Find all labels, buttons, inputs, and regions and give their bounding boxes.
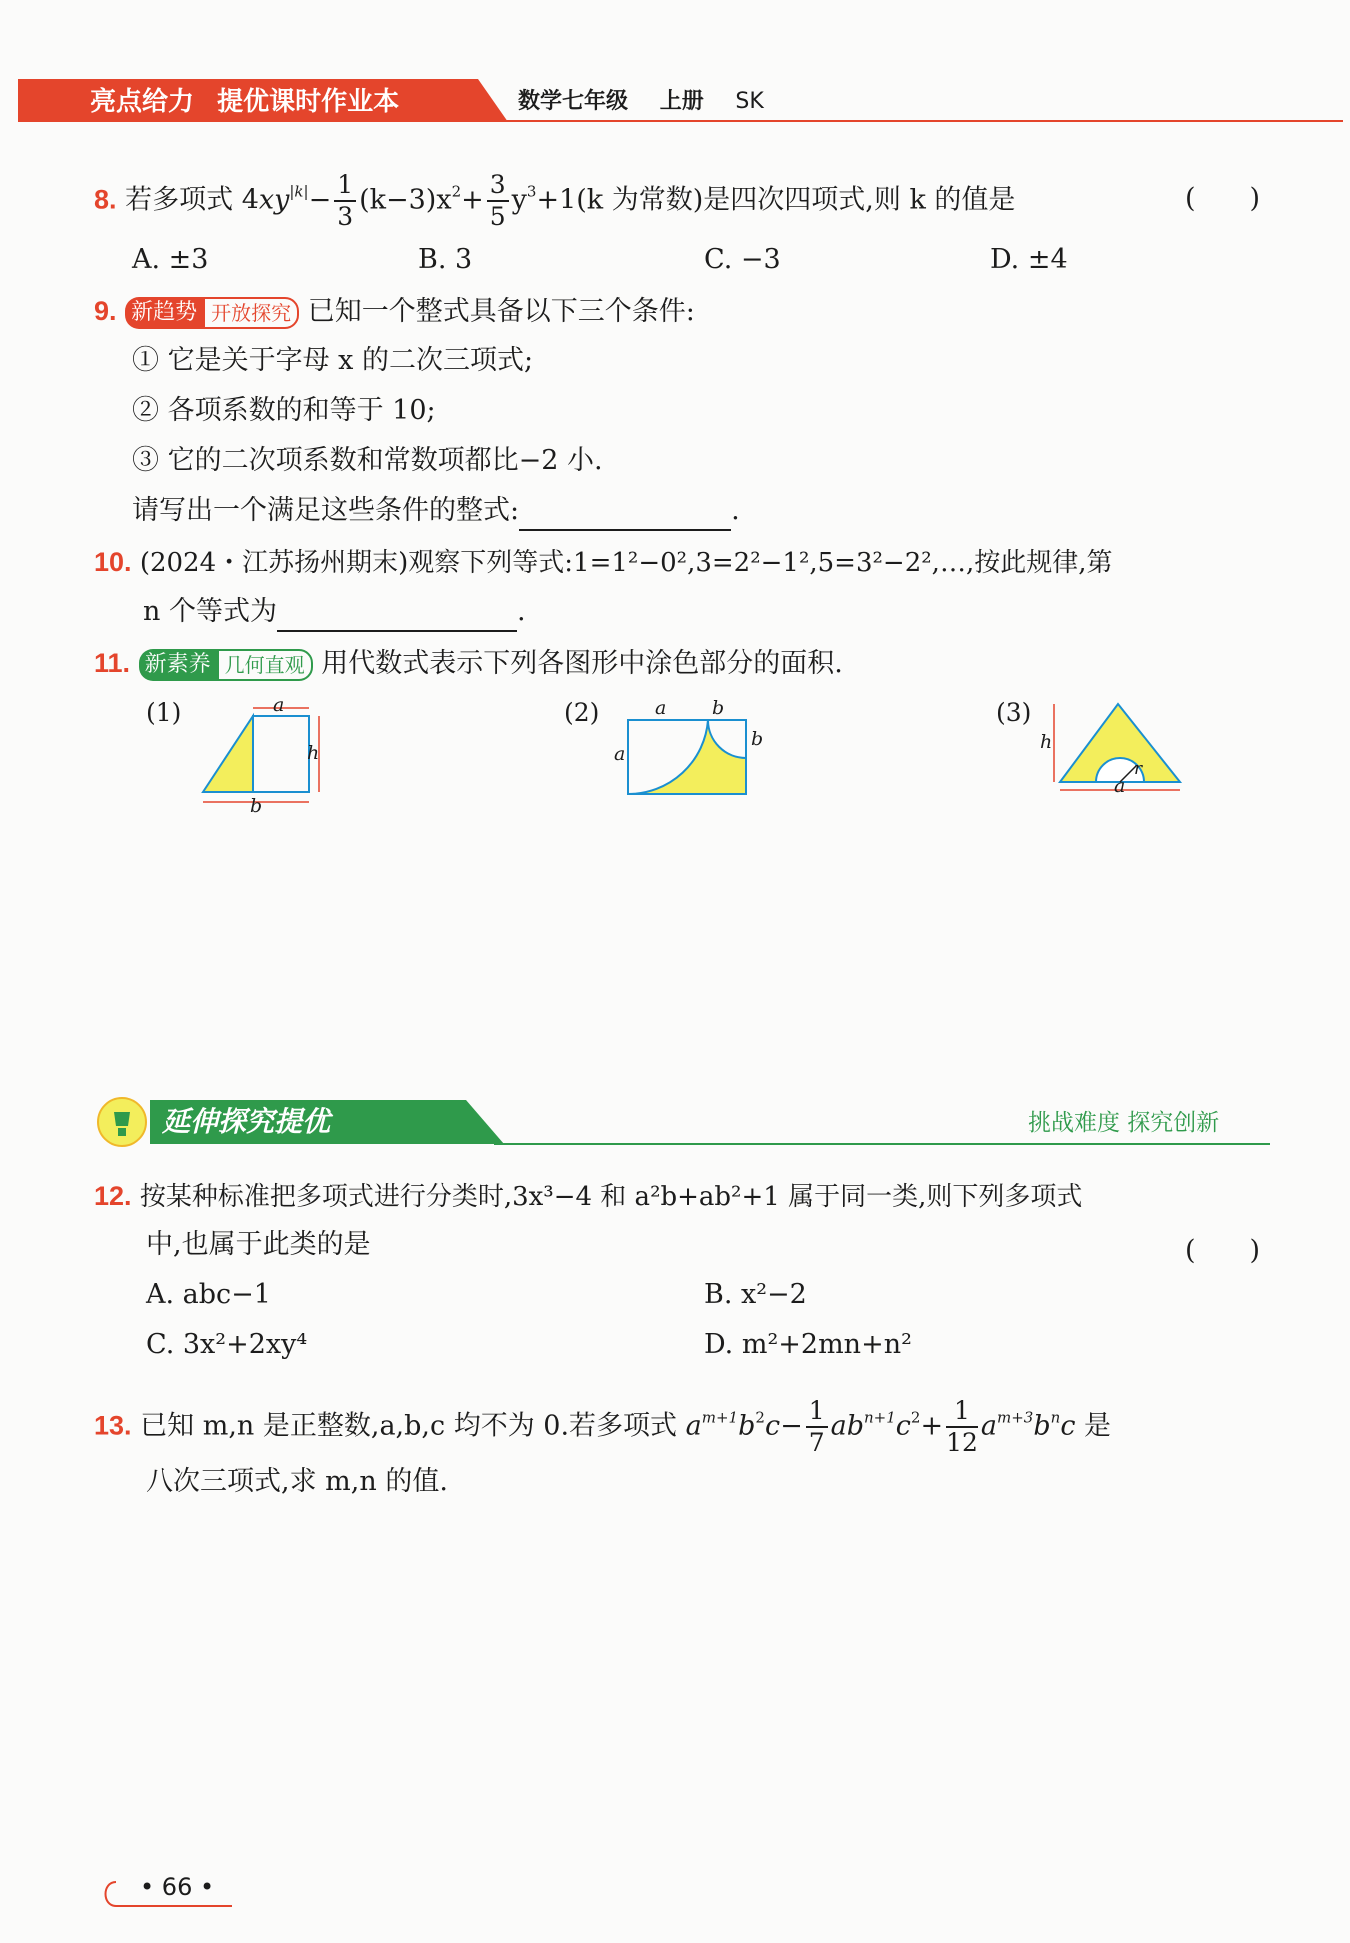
q8-stem-a: 若多项式 4 xyxy=(125,184,259,216)
q12-line1: 按某种标准把多项式进行分类时,3x³−4 和 a²b+ab²+1 属于同一类,则下列多项式 xyxy=(139,1182,1083,1212)
fraction-3-5: $\frac{3}{5}$ xyxy=(487,170,509,232)
mark-h: h xyxy=(1040,731,1053,753)
option-a[interactable]: A. ±3 xyxy=(132,244,209,275)
answer-blank[interactable] xyxy=(519,497,731,531)
header-subject: 数学七年级 xyxy=(518,89,629,114)
page-number-value: 66 xyxy=(161,1873,193,1901)
option-a[interactable]: A. abc−1 xyxy=(146,1279,271,1310)
question-11 xyxy=(94,643,843,684)
mark-a: a xyxy=(1114,775,1126,797)
answer-blank[interactable] xyxy=(277,598,517,632)
tag-new-literacy: 新素养 xyxy=(139,649,217,681)
mark-r: r xyxy=(1134,759,1143,779)
q13-stem: 已知 m,n 是正整数,a,b,c 均不为 0.若多项式 xyxy=(140,1410,678,1442)
question-9 xyxy=(94,291,695,332)
question-12 xyxy=(94,1176,1082,1217)
figure-3 xyxy=(1042,696,1192,796)
mark-a-side: a xyxy=(614,743,626,765)
answer-paren[interactable]: ( ) xyxy=(1185,183,1261,214)
q8-stem-d: +1(k 为常数)是四次四项式,则 k 的值是 xyxy=(536,184,1016,216)
q13-line2: 八次三项式,求 m,n 的值. xyxy=(146,1466,448,1497)
question-number: 11. xyxy=(94,648,131,678)
mark-a: a xyxy=(273,694,285,716)
figure-1 xyxy=(195,694,335,818)
q9-stem: 已知一个整式具备以下三个条件: xyxy=(307,296,695,327)
option-d[interactable]: D. m²+2mn+n² xyxy=(704,1329,912,1360)
page-number: • 66 • xyxy=(140,1873,215,1901)
header-volume: 上册 xyxy=(659,89,704,114)
figure-1-label: (1) xyxy=(146,698,182,727)
section-subtitle: 挑战难度 探究创新 xyxy=(1028,1110,1220,1136)
q10-line2-row: n 个等式为 . xyxy=(143,592,526,632)
header-meta xyxy=(518,84,764,120)
question-13: 13. 已知 m,n 是正整数,a,b,c 均不为 0.若多项式 $a^{m+1}b^2c-$ $\frac{1}{7}$ $ab^{n+1}c^2+$ $\frac{1}{12}$ $a^{m+3}b^nc$ 是 xyxy=(94,1396,1112,1457)
option-c[interactable]: C. −3 xyxy=(704,244,781,275)
condition-2: ② 各项系数的和等于 10; xyxy=(132,395,436,426)
q12-line2: 中,也属于此类的是 xyxy=(146,1229,371,1260)
section-title: 延伸探究提优 xyxy=(162,1105,331,1138)
figure-2 xyxy=(610,696,764,806)
figure-3-label: (3) xyxy=(996,698,1032,727)
question-number: 9. xyxy=(94,296,117,326)
q9-prompt-line: 请写出一个满足这些条件的整式: . xyxy=(132,491,740,531)
tag-geometric-intuition: 几何直观 xyxy=(217,649,313,681)
option-b[interactable]: B. 3 xyxy=(418,244,473,275)
condition-3: ③ 它的二次项系数和常数项都比−2 小. xyxy=(132,445,603,476)
q13-stem-end: 是 xyxy=(1084,1410,1112,1442)
q9-prompt: 请写出一个满足这些条件的整式: xyxy=(132,495,520,526)
header-edition: SK xyxy=(735,89,764,114)
condition-1: ① 它是关于字母 x 的二次三项式; xyxy=(132,345,534,376)
question-8: 8. 若多项式 $4xy^{|k|}-$ $\frac{1}{3}$ $(k-3)x^2+$ $\frac{3}{5}$ $y^3+1(k$ 为常数)是四次四项式,则 k 的值是 xyxy=(94,170,1016,231)
fraction-1-12: $\frac{1}{12}$ xyxy=(946,1396,978,1457)
fraction-1-3: $\frac{1}{3}$ xyxy=(334,170,356,232)
series-name: 提优课时作业本 xyxy=(217,87,400,117)
fraction-1-7: $\frac{1}{7}$ xyxy=(806,1396,828,1458)
question-number: 10. xyxy=(94,547,132,577)
question-number: 12. xyxy=(94,1181,132,1211)
q11-stem: 用代数式表示下列各图形中涂色部分的面积. xyxy=(321,648,843,679)
mark-h: h xyxy=(307,742,320,764)
question-number: 13. xyxy=(94,1410,132,1441)
q8-stem-b: (k−3)x xyxy=(359,184,452,216)
mark-a: a xyxy=(655,697,667,719)
tag-open-explore: 开放探究 xyxy=(203,297,299,329)
brand-name: 亮点给力 xyxy=(90,87,195,117)
mark-b-side: b xyxy=(751,728,764,750)
question-10 xyxy=(94,542,1112,583)
header-brand xyxy=(90,82,399,122)
mark-b: b xyxy=(250,795,263,817)
q10-line2: n 个等式为 xyxy=(143,596,277,627)
tag-trend: 新趋势 xyxy=(125,297,203,329)
option-c[interactable]: C. 3x²+2xy⁴ xyxy=(146,1329,308,1360)
mark-b: b xyxy=(712,697,725,719)
figure-2-label: (2) xyxy=(564,698,600,727)
option-d[interactable]: D. ±4 xyxy=(990,244,1068,275)
answer-paren[interactable]: ( ) xyxy=(1185,1235,1261,1266)
option-b[interactable]: B. x²−2 xyxy=(704,1279,807,1310)
question-number: 8. xyxy=(94,184,117,215)
q8-stem-c: y xyxy=(511,184,527,216)
q10-line1: (2024・江苏扬州期末)观察下列等式:1=1²−0²,3=2²−1²,5=3²−2²,…,按此规律,第 xyxy=(139,548,1113,578)
